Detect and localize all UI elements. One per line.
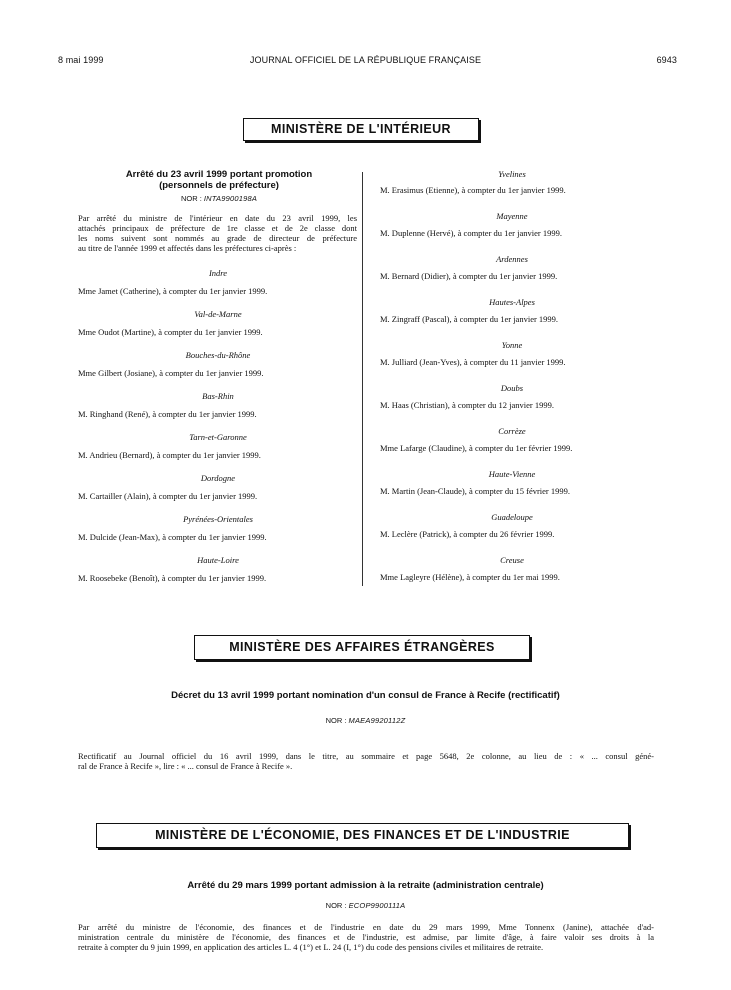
appointment-entry: M. Cartailler (Alain), à compter du 1er janvier 1999.: [78, 491, 258, 501]
body-line: ral de France à Recife », lire : « ... consul de France à Recife ».: [78, 761, 293, 771]
decret-etrangeres-body: [78, 751, 654, 771]
ministry-interieur-box: MINISTÈRE DE L'INTÉRIEUR: [243, 118, 479, 141]
appointment-entry: Mme Lagleyre (Hélène), à compter du 1er mai 1999.: [380, 572, 560, 582]
appointment-entry: Mme Jamet (Catherine), à compter du 1er janvier 1999.: [78, 286, 268, 296]
intro-line: Par arrêté du ministre de l'intérieur en date du 23 avril 1999, les: [78, 213, 357, 223]
body-line: retraite à compter du 9 juin 1999, en application des articles L. 4 (1°) et L. 24 (I, 1°) du code des pensions civiles et militaires de retraite.: [78, 942, 544, 952]
appointment-entry: M. Martin (Jean-Claude), à compter du 15 février 1999.: [380, 486, 571, 496]
header-journal-title: JOURNAL OFFICIEL DE LA RÉPUBLIQUE FRANÇAISE: [249, 55, 482, 65]
arrete-economie-body: [78, 922, 654, 952]
arrete-interieur-title-line1: Arrêté du 23 avril 1999 portant promotion: [125, 169, 313, 180]
appointment-entry: M. Duplenne (Hervé), à compter du 1er janvier 1999.: [380, 228, 562, 238]
arrete-economie-nor: [0, 901, 731, 910]
appointment-entry: Mme Oudot (Martine), à compter du 1er janvier 1999.: [78, 327, 263, 337]
dept-heading: Haute-Vienne: [488, 469, 536, 479]
appointment-entry: M. Zingraff (Pascal), à compter du 1er janvier 1999.: [380, 314, 559, 324]
appointment-entry: Mme Gilbert (Josiane), à compter du 1er janvier 1999.: [78, 368, 264, 378]
body-line: Rectificatif au Journal officiel du 16 avril 1999, dans le titre, au sommaire et page 5648, 2e colonne, au lieu de : « ... consul géné-: [78, 751, 654, 761]
appointment-entry: M. Ringhand (René), à compter du 1er janvier 1999.: [78, 409, 257, 419]
dept-heading: Guadeloupe: [491, 512, 533, 522]
dept-heading: Indre: [208, 268, 228, 278]
appointment-entry: M. Andrieu (Bernard), à compter du 1er janvier 1999.: [78, 450, 261, 460]
decret-etrangeres-title: Décret du 13 avril 1999 portant nomination d'un consul de France à Recife (rectificatif): [171, 690, 560, 701]
arrete-economie-title: Arrêté du 29 mars 1999 portant admission à la retraite (administration centrale): [187, 880, 544, 891]
dept-heading: Yonne: [501, 340, 523, 350]
dept-heading: Tarn-et-Garonne: [189, 432, 247, 442]
dept-heading: Corrèze: [498, 426, 526, 436]
body-line: ministration centrale du ministère de l'économie, des finances et de l'industrie, est admise, par limite d'âge, à faire valoir ses droits à la: [78, 932, 654, 942]
nor-label: NOR :: [325, 716, 347, 725]
appointment-entry: M. Dulcide (Jean-Max), à compter du 1er janvier 1999.: [78, 532, 267, 542]
appointment-entry: M. Leclère (Patrick), à compter du 26 février 1999.: [380, 529, 555, 539]
dept-heading: Mayenne: [496, 211, 528, 221]
intro-line: au titre de l'année 1999 et affectés dans les préfectures ci-après :: [78, 243, 297, 253]
body-line: Par arrêté du ministre de l'économie, des finances et de l'industrie en date du 29 mars 1999, Mme Tonnenx (Janine), attachée d'ad-: [78, 922, 654, 932]
header-page-number: 6943: [656, 55, 677, 65]
intro-line: attachés principaux de préfecture de 1re classe et de 2e classe dont: [78, 223, 357, 233]
dept-heading: Creuse: [500, 555, 524, 565]
appointment-entry: M. Haas (Christian), à compter du 12 janvier 1999.: [380, 400, 554, 410]
appointment-entry: Mme Lafarge (Claudine), à compter du 1er février 1999.: [380, 443, 573, 453]
dept-heading: Bouches-du-Rhône: [185, 350, 251, 360]
dept-heading: Val-de-Marne: [194, 309, 242, 319]
arrete-interieur-title: [78, 169, 360, 191]
header-date: 8 mai 1999: [58, 55, 104, 65]
ministry-etrangeres-box: MINISTÈRE DES AFFAIRES ÉTRANGÈRES: [194, 635, 530, 660]
nor-code: ECOP9900111A: [348, 901, 406, 910]
nor-code: INTA9900198A: [203, 194, 258, 203]
column-divider: [362, 172, 363, 586]
ministry-economie-box: MINISTÈRE DE L'ÉCONOMIE, DES FINANCES ET DE L'INDUSTRIE: [96, 823, 629, 848]
arrete-interieur-intro: [78, 213, 357, 253]
appointment-entry: M. Erasimus (Etienne), à compter du 1er janvier 1999.: [380, 185, 566, 195]
appointment-entry: M. Roosebeke (Benoît), à compter du 1er janvier 1999.: [78, 573, 267, 583]
dept-heading: Dordogne: [200, 473, 236, 483]
dept-heading: Haute-Loire: [197, 555, 239, 565]
dept-heading: Doubs: [500, 383, 524, 393]
dept-heading: Ardennes: [496, 254, 528, 264]
intro-line: les noms suivent sont nommés au grade de directeur de préfecture: [78, 233, 357, 243]
dept-heading: Bas-Rhin: [202, 391, 234, 401]
appointment-entry: M. Bernard (Didier), à compter du 1er janvier 1999.: [380, 271, 558, 281]
nor-label: NOR :: [180, 194, 202, 203]
dept-heading: Hautes-Alpes: [489, 297, 535, 307]
dept-heading: Yvelines: [498, 169, 526, 179]
appointment-entry: M. Julliard (Jean-Yves), à compter du 11 janvier 1999.: [380, 357, 566, 367]
decret-etrangeres-nor: [0, 716, 731, 725]
dept-heading: Pyrénées-Orientales: [183, 514, 253, 524]
arrete-interieur-nor: [78, 194, 360, 203]
arrete-interieur-title-line2: (personnels de préfecture): [159, 180, 279, 191]
nor-code: MAEA9920112Z: [348, 716, 406, 725]
nor-label: NOR :: [325, 901, 347, 910]
